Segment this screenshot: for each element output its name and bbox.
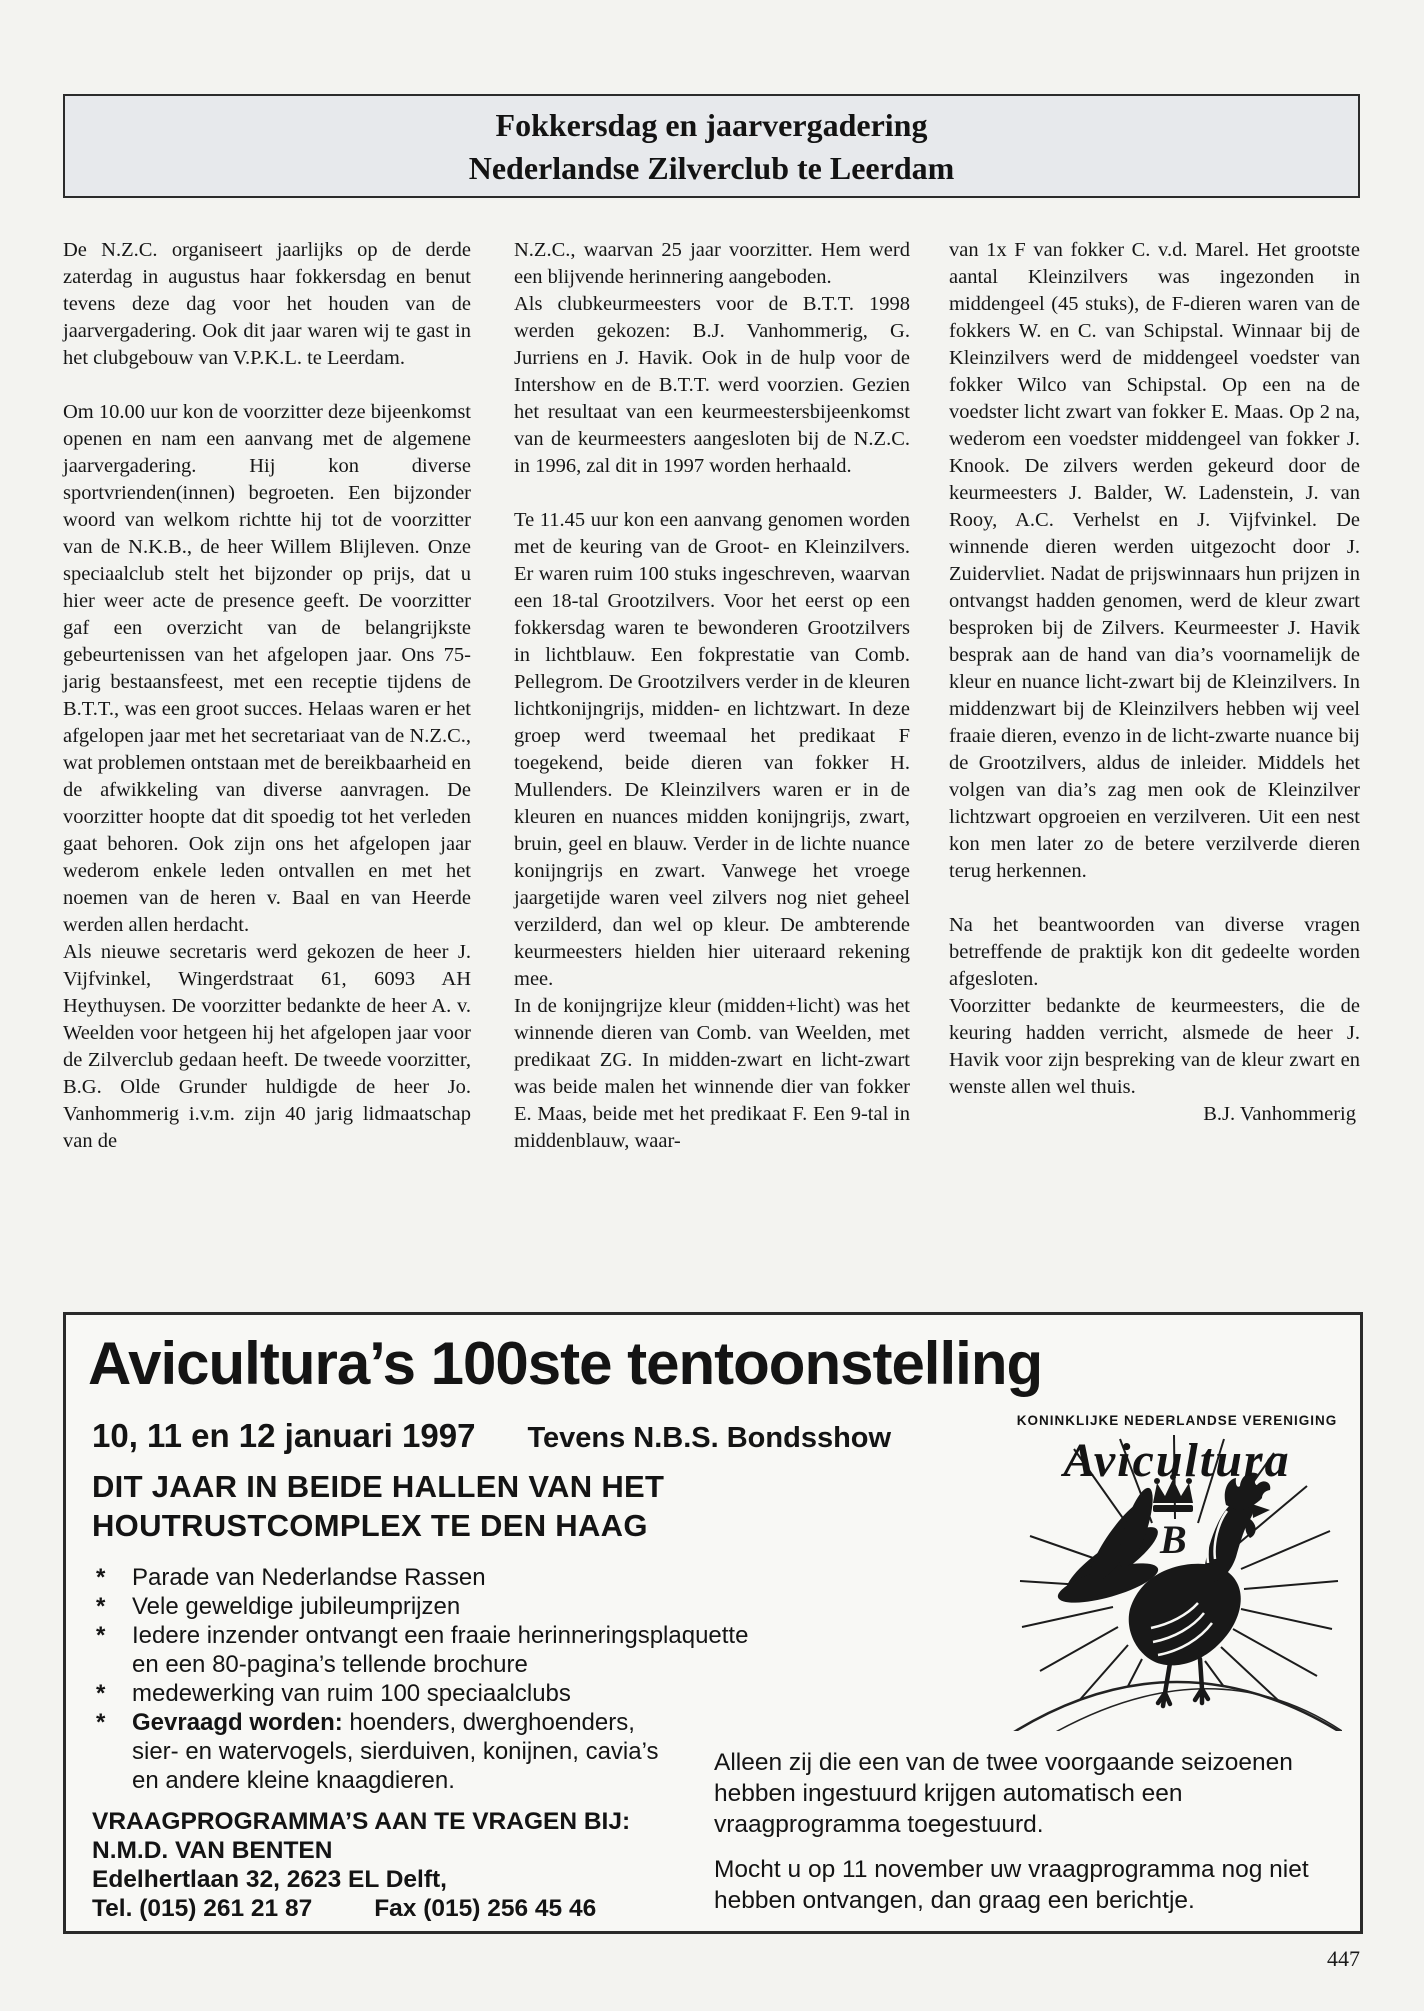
article-column-3 (949, 237, 1360, 1128)
article-column-1 (63, 237, 471, 1155)
ad-venue (92, 1467, 664, 1545)
article-title-line-1: Fokkersdag en jaarvergadering (495, 107, 928, 143)
bullet-text: Parade van Nederlandse Rassen (132, 1564, 486, 1591)
contact-name: N.M.D. VAN BENTEN (92, 1837, 333, 1864)
contact-address: Edelhertlaan 32, 2623 EL Delft, (92, 1866, 447, 1893)
article-title-line-2: Nederlandse Zilverclub te Leerdam (468, 150, 955, 186)
paragraph: van 1x F van fokker C. v.d. Marel. Het grootste aantal Kleinzilvers was ingezonden in middengeel (45 stuks), de F-dieren waren van de fokkers W. en C. van Schipstal. Winnaar bij de Kleinzilvers werd de middengeel voedster van fokker Wilco van Schipstal. Op een na de voedster licht zwart van fokker E. Maas. Op 2 na, wederom een voedster middengeel van fokker J. Knook. De zilvers werden gekeurd door de keurmeesters J. Balder, W. Ladenstein, J. van Rooy, A.C. Verhelst en J. Vijfvinkel. De winnende dieren werden uitgezocht door J. Zuidervliet. Nadat de prijswinnaars hun prijzen in ontvangst hadden genomen, werd de kleur zwart besproken bij de Zilvers. Keurmeester J. Havik besprak aan de hand van dia’s voornamelijk de kleur en nuance licht-zwart bij de Kleinzilvers. In middenzwart bij de Kleinzilvers hebben wij veel fraaie dieren, evenzo in de licht-zwarte nuance bij de Grootzilvers, aldus de inleider. Middels het volgen van dia’s zag men ook de Kleinzilver lichtzwart opgroeien en verzilveren. Uit een nest kon men later zo de betere verzilverde dieren terug herkennen. (949, 239, 1360, 882)
bullet-text: sier- en watervogels, sierduiven, konijnen, cavia’s (132, 1738, 659, 1765)
asterisk-bullet-icon: * (96, 1622, 106, 1649)
logo-name: Avicultura (1063, 1434, 1291, 1487)
bullet-text: en een 80-pagina’s tellende brochure (132, 1651, 528, 1678)
bullet-text: medewerking van ruim 100 speciaalclubs (132, 1680, 571, 1707)
contact-tel: Tel. (015) 261 21 87 (92, 1895, 313, 1922)
paragraph: Als nieuwe secretaris werd gekozen de heer J. Vijfvinkel, Wingerdstraat 61, 6093 AH Heythuysen. De voorzitter bedankte de heer A. v. Weelden voor hetgeen hij het afgelopen jaar voor de Zilverclub gedaan heeft. De tweede voorzitter, B.G. Olde Grunder huldigde de heer Jo. Vanhommerig i.v.m. zijn 40 jarig lidmaatschap van de (63, 941, 471, 1152)
paragraph: Als clubkeurmeesters voor de B.T.T. 1998 werden gekozen: B.J. Vanhommerig, G. Jurriens en J. Havik. Ook in de hulp voor de Intershow en de B.T.T. werd voorzien. Gezien het resultaat van een keurmeestersbijeenkomst van de keurmeesters aangesloten bij de N.Z.C. in 1996, zal dit in 1997 worden herhaald. (514, 293, 910, 477)
bullet-row (92, 1592, 748, 1621)
note-paragraph: Alleen zij die een van de twee voorgaande seizoenen hebben ingestuurd krijgen automatisch een vraagprogramma toegestuurd. (714, 1749, 1293, 1838)
ad-notes (714, 1747, 1340, 1916)
page-number: 447 (1327, 1946, 1360, 1971)
ad-bullet-list (92, 1563, 748, 1795)
bullet-row (92, 1679, 748, 1708)
bullet-row (92, 1766, 748, 1795)
bullet-row (92, 1650, 748, 1679)
bullet-row (92, 1737, 748, 1766)
ad-title: Avicultura’s 100ste tentoonstelling (88, 1330, 1043, 1397)
article-header (63, 94, 1360, 198)
author-signature: B.J. Vanhommerig (1203, 1103, 1356, 1125)
bullet-row (92, 1621, 748, 1650)
note-paragraph: Mocht u op 11 november uw vraagprogramma nog niet hebben ontvangen, dan graag een berichtje. (714, 1856, 1309, 1914)
advertisement-box (63, 1312, 1363, 1934)
paragraph: Te 11.45 uur kon een aanvang genomen worden met de keuring van de Groot- en Kleinzilvers. Er waren ruim 100 stuks ingeschreven, waarvan een 18-tal Grootzilvers. Voor het eerst op een fokkersdag waren te bewonderen Grootzilvers in lichtblauw. Een fokprestatie van Comb. Pellegrom. De Grootzilvers verder in de kleuren lichtkonijngrijs, midden- en lichtzwart. In deze groep werd tweemaal het predikaat F toegekend, beide dieren van fokker H. Mullenders. De Kleinzilvers waren er in de kleuren en nuances midden konijngrijs, zwart, bruin, geel en blauw. Verder in de lichte nuance konijngrijs en zwart. Vanwege het vroege jaargetijde waren veel zilvers nog niet geheel verzilderd, dan wel op kleur. De ambterende keurmeesters hielden hier uiteraard rekening mee. (514, 509, 910, 990)
paragraph: In de konijngrijze kleur (midden+licht) was het winnende dieren van Comb. van Weelden, met predikaat ZG. In midden-zwart en licht-zwart was beide malen het winnende dier van fokker E. Maas, beide met het predikaat F. Een 9-tal in middenblauw, waar- (514, 995, 910, 1152)
logo-caption: KONINKLIJKE NEDERLANDSE VERENIGING (1016, 1413, 1338, 1428)
asterisk-bullet-icon: * (96, 1680, 106, 1707)
hill-outline (1012, 1682, 1342, 1731)
paragraph: Voorzitter bedankte de keurmeesters, die de keuring hadden verricht, alsmede de heer J. Havik voor zijn bespreking van de kleur zwart en wenste allen wel thuis. (949, 995, 1360, 1098)
asterisk-bullet-icon: * (96, 1593, 106, 1620)
paragraph: Om 10.00 uur kon de voorzitter deze bijeenkomst openen en nam een aanvang met de algemene jaarvergadering. Hij kon diverse sportvrienden(innen) begroeten. Een bijzonder woord van welkom richtte hij tot de voorzitter van de N.K.B., de heer Willem Blijleven. Onze speciaalclub stelt het bijzonder op prijs, dat u hier weer acte de presence geeft. De voorzitter gaf een overzicht van de belangrijkste gebeurtenissen van het afgelopen jaar. Ons 75-jarig bestaansfeest, met een receptie tijdens de B.T.T., was een groot succes. Helaas waren er het afgelopen jaar met het secretariaat van de N.Z.C., wat problemen ontstaan met de bereikbaarheid en de afwikkeling van diverse aanvragen. De voorzitter hoopte dat dit spoedig tot het verleden gaat behoren. Ook zijn ons het afgelopen jaar wederom enkele leden ontvallen en met het noemen van de heren v. Baal en van Heerde werden allen herdacht. (63, 401, 471, 936)
bullet-row (92, 1708, 748, 1737)
paragraph: Na het beantwoorden van diverse vragen betreffende de praktijk kon dit gedeelte worden afgesloten. (949, 914, 1360, 990)
bullet-text: Iedere inzender ontvangt een fraaie herinneringsplaquette (132, 1622, 749, 1649)
ad-venue-line-1: DIT JAAR IN BEIDE HALLEN VAN HET (92, 1469, 665, 1504)
bullet-text: Vele geweldige jubileumprijzen (132, 1593, 461, 1620)
ad-venue-line-2: HOUTRUSTCOMPLEX TE DEN HAAG (92, 1508, 648, 1543)
article-column-2 (514, 237, 910, 1155)
paragraph: N.Z.C., waarvan 25 jaar voorzitter. Hem werd een blijvende herinnering aangeboden. (514, 239, 910, 288)
bullet-text: en andere kleine knaagdieren. (132, 1767, 455, 1794)
paragraph: De N.Z.C. organiseert jaarlijks op de derde zaterdag in augustus haar fokkersdag en benut tevens deze dag voor het houden van de jaarvergadering. Ook dit jaar waren wij te gast in het clubgebouw van V.P.K.L. te Leerdam. (63, 239, 471, 369)
ad-contact-block (92, 1807, 630, 1923)
asterisk-bullet-icon (92, 1737, 132, 1766)
asterisk-bullet-icon (92, 1766, 132, 1795)
ad-bondsshow-label: Tevens N.B.S. Bondsshow (527, 1422, 892, 1454)
bullet-text: hoenders, dwerghoenders, (342, 1709, 635, 1736)
ad-dateline (92, 1417, 891, 1455)
asterisk-bullet-icon: * (96, 1709, 106, 1736)
asterisk-bullet-icon: * (96, 1564, 106, 1591)
monogram-b: B (1160, 1517, 1187, 1562)
contact-fax: Fax (015) 256 45 46 (374, 1895, 597, 1922)
bullet-row (92, 1563, 748, 1592)
bullet-bold-lead: Gevraagd worden: (132, 1709, 343, 1736)
contact-tel-fax (92, 1894, 630, 1923)
ad-date: 10, 11 en 12 januari 1997 (92, 1417, 476, 1454)
asterisk-bullet-icon (92, 1650, 132, 1679)
contact-heading: VRAAGPROGRAMMA’S AAN TE VRAGEN BIJ: (92, 1808, 631, 1835)
